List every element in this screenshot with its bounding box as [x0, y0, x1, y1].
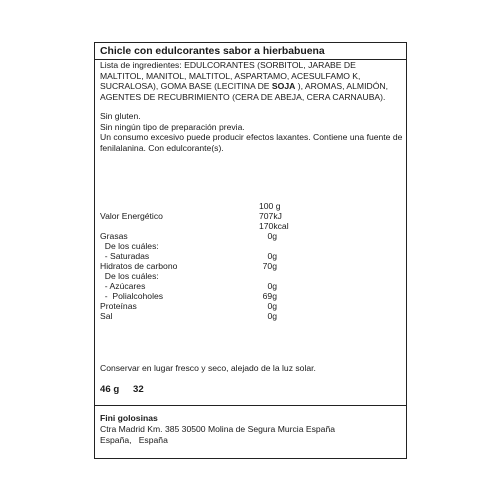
producer-country: España, España — [100, 435, 168, 445]
energy-kj: 707kJ — [259, 211, 282, 221]
note-preparation: Sin ningún tipo de preparación previa. — [100, 121, 245, 132]
ingredients-rest: ), AROMAS, ALMIDÓN, AGENTES DE RECUBRIMIENTO (CERA DE ABEJA, CERA CARNAUBA). — [100, 81, 388, 102]
energy-kcal: 170kcal — [259, 221, 289, 231]
row-value-carbs: 70g — [262, 261, 277, 271]
note-gluten: Sin gluten. — [100, 111, 141, 121]
producer-name: Fini golosinas — [100, 413, 158, 423]
row-label-polyols: - Polialcoholes — [100, 291, 164, 301]
row-label-carbs: Hidratos de carbono — [100, 261, 178, 271]
row-label-sugars: - Azúcares — [100, 281, 146, 291]
product-notes — [100, 111, 403, 153]
product-title: Chicle con edulcorantes sabor a hierbabuena — [100, 46, 325, 57]
row-value-protein: 0g — [267, 301, 277, 311]
row-label-of-which-2: De los cuáles: — [100, 271, 159, 281]
row-value-fats: 0g — [267, 231, 277, 241]
nutrition-per: 100 g — [259, 201, 281, 211]
row-label-protein: Proteínas — [100, 301, 137, 311]
note-phenylalanine: fenilalanina. Con edulcorante(s). — [100, 142, 224, 153]
row-value-saturated: 0g — [267, 251, 277, 261]
ingredients-intro: Lista de ingredientes: EDULCORANTES (SORBITOL, JARABE DE MALTITOL, MANITOL, MALTITOL, ASPARTAMO, ACESULFAMO K, SUCRALOSA), GOMA BASE (LECITINA DE — [100, 60, 361, 92]
ingredients-list — [100, 60, 400, 102]
energy-label: Valor Energético — [100, 211, 163, 221]
row-value-polyols: 69g — [262, 291, 277, 301]
net-weight: 46 g — [100, 384, 120, 395]
row-value-salt: 0g — [267, 311, 277, 321]
allergen-soja: SOJA — [271, 81, 296, 92]
product-label-sheet — [94, 42, 407, 459]
row-label-salt: Sal — [100, 311, 113, 321]
unit-count: 32 — [133, 384, 144, 395]
row-label-saturated: - Saturadas — [100, 251, 150, 261]
row-label-of-which-1: De los cuáles: — [100, 241, 159, 251]
producer-address: Ctra Madrid Km. 385 30500 Molina de Segura Murcia España — [100, 424, 336, 434]
note-laxative: Un consumo excesivo puede producir efectos laxantes. Contiene una fuente de — [100, 132, 403, 143]
producer-divider — [95, 405, 406, 406]
row-label-fats: Grasas — [100, 231, 128, 241]
row-value-sugars: 0g — [267, 281, 277, 291]
storage-instructions: Conservar en lugar fresco y seco, alejado de la luz solar. — [100, 363, 316, 373]
